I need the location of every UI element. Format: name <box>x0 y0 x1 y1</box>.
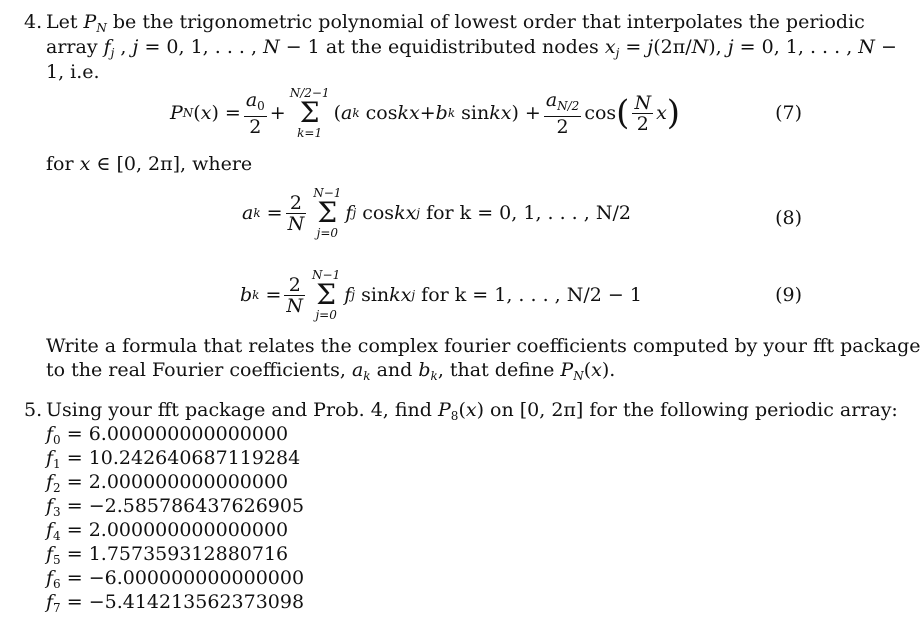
value-f4-number: 2.000000000000000 <box>88 519 289 541</box>
value-f2: $f_2 = 2.000000000000000$ <box>46 471 289 495</box>
equation-8-label: (8) <box>775 207 802 229</box>
equation-7: P N ( x ) = $\frac{a_0}{2}$ + N/2−1 Σ k=1 ( a k cos kx + b k sin kx ) + $\frac{a_{N/2}}{2}$ cos ( $\frac{N}{2}$ x ) <box>170 86 681 140</box>
value-f2-number: 2.000000000000000 <box>88 471 289 493</box>
equation-9: b k = $\frac{2}{N}$ N−1 Σ j=0 f j sin kx j for k = 1, . . . , N/2 − 1 <box>240 268 642 322</box>
value-f6-number: −6.000000000000000 <box>88 567 305 589</box>
value-f0: $f_0 = 6.000000000000000$ <box>46 423 289 447</box>
problem-4-line-3: 1, i.e. <box>46 61 100 83</box>
value-f3-number: −2.585786437626905 <box>88 495 305 517</box>
problem-4-line-2: array $f_j$ , j = 0, 1, . . . , N − 1 at the equidistributed nodes $x_j = j(2\pi/N)$, j = 0, 1, . . . , N − <box>46 36 897 60</box>
value-f7-number: −5.414213562373098 <box>88 591 305 613</box>
value-f0-number: 6.000000000000000 <box>88 423 289 445</box>
value-f4: $f_4 = 2.000000000000000$ <box>46 519 289 543</box>
where-text: for x ∈ [0, 2π], where <box>46 153 253 175</box>
equation-8: a k = $\frac{2}{N}$ N−1 Σ j=0 f j cos kx j for k = 0, 1, . . . , N/2 <box>242 186 631 240</box>
problem-5-number: 5. <box>24 399 43 421</box>
problem-5-line-1: Using your fft package and Prob. 4, find $P_8(x)$ on [0, 2π] for the following periodic array: <box>46 399 898 423</box>
question-line-2: to the real Fourier coefficients, $a_k$ and $b_k$, that define $P_N(x)$. <box>46 359 616 383</box>
value-f7: $f_7 = -5.414213562373098$ <box>46 591 305 615</box>
value-f1: $f_1 = 10.242640687119284$ <box>46 447 301 471</box>
value-f6: $f_6 = -6.000000000000000$ <box>46 567 305 591</box>
equation-7-label: (7) <box>775 102 802 124</box>
value-f3: $f_3 = -2.585786437626905$ <box>46 495 305 519</box>
equation-9-condition: for k = 1, . . . , N/2 − 1 <box>421 284 642 306</box>
problem-4-line-1: Let $P_N$ be the trigonometric polynomial of lowest order that interpolates the periodic <box>46 11 865 35</box>
problem-4-number: 4. <box>24 11 43 33</box>
question-line-1: Write a formula that relates the complex fourier coefficients computed by your fft package <box>46 335 921 357</box>
equation-8-condition: for k = 0, 1, . . . , N/2 <box>426 202 631 224</box>
value-f1-number: 10.242640687119284 <box>88 447 301 469</box>
value-f5: $f_5 = 1.757359312880716$ <box>46 543 289 567</box>
value-f5-number: 1.757359312880716 <box>88 543 289 565</box>
equation-9-label: (9) <box>775 284 802 306</box>
